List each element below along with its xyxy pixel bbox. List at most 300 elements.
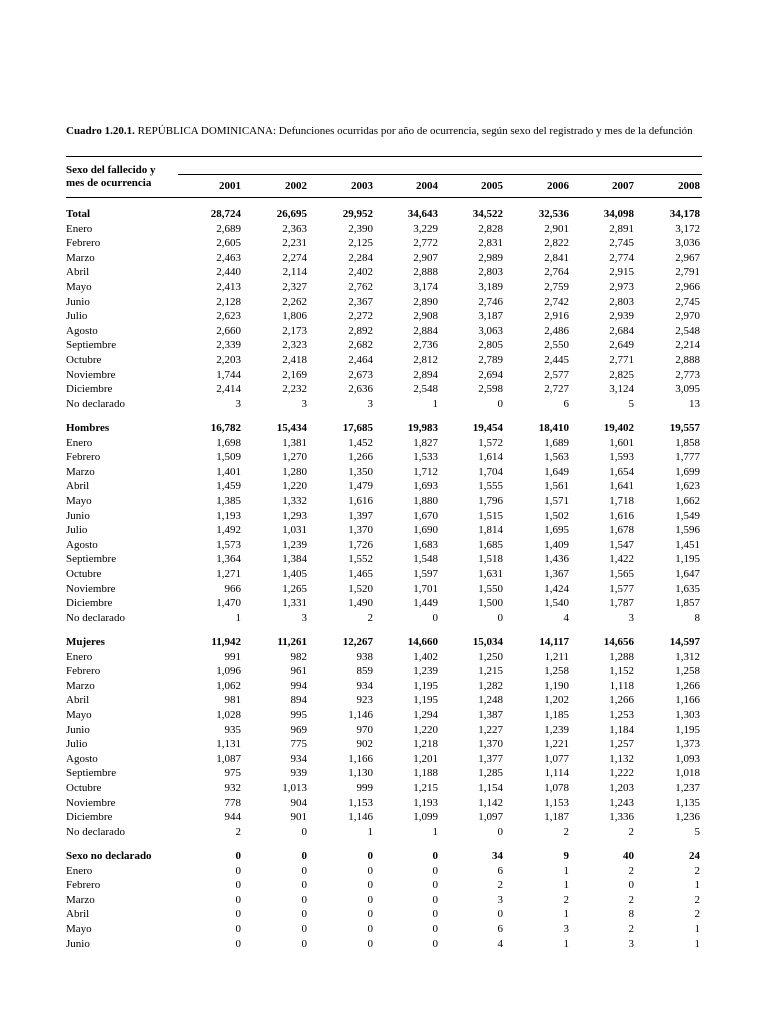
- table-cell: 1,701: [413, 582, 438, 595]
- table-cell: 2,742: [544, 295, 569, 308]
- table-cell: 2: [563, 893, 569, 906]
- table-cell: 1: [563, 908, 569, 921]
- table-cell: 2: [694, 908, 700, 921]
- table-cell: 1,490: [348, 597, 373, 610]
- table-cell: 1,690: [413, 524, 438, 537]
- table-cell: 2,841: [544, 251, 569, 264]
- table-cell: 1,509: [216, 451, 241, 464]
- table-cell: 0: [628, 879, 634, 892]
- row-label: Julio: [66, 524, 88, 537]
- table-cell: 2: [563, 825, 569, 838]
- table-cell: 26,695: [276, 208, 307, 220]
- table-cell: 2,323: [282, 339, 307, 352]
- table-cell: 1,221: [544, 738, 569, 751]
- table-cell: 8: [694, 611, 700, 624]
- table-cell: 1,451: [675, 538, 700, 551]
- table-cell: 32,536: [538, 208, 569, 220]
- table-cell: 19,454: [472, 422, 503, 434]
- row-label: Abril: [66, 908, 90, 921]
- row-label: Mujeres: [66, 636, 105, 648]
- row-label: Agosto: [66, 538, 98, 551]
- table-cell: 2,673: [348, 368, 373, 381]
- table-cell: 1: [563, 937, 569, 950]
- table-cell: 0: [497, 825, 503, 838]
- table-cell: 2,203: [216, 354, 241, 366]
- table-row: [0, 864, 768, 878]
- table-cell: 1,635: [675, 582, 700, 595]
- row-label: Abril: [66, 480, 90, 493]
- table-cell: 2,548: [413, 383, 438, 396]
- table-cell: 1,601: [609, 436, 634, 449]
- table-cell: 932: [224, 782, 241, 794]
- table-cell: 0: [301, 908, 307, 921]
- table-cell: 1,135: [675, 796, 700, 809]
- table-cell: 2,548: [675, 324, 700, 337]
- table-cell: 1,294: [413, 709, 438, 721]
- table-cell: 2: [628, 893, 634, 906]
- table-cell: 1,387: [478, 709, 503, 721]
- table-cell: 6: [497, 923, 503, 935]
- table-row: [0, 397, 768, 411]
- table-cell: 1,195: [675, 723, 700, 736]
- table-cell: 1,184: [609, 723, 634, 736]
- row-label: Septiembre: [66, 767, 117, 780]
- table-cell: 1: [694, 879, 700, 892]
- table-row: [0, 479, 768, 493]
- table-cell: 3: [628, 611, 634, 624]
- table-cell: 0: [367, 850, 373, 862]
- table-cell: 28,724: [210, 208, 241, 220]
- table-cell: 1,678: [609, 524, 634, 537]
- row-label: Octubre: [66, 782, 102, 794]
- table-cell: 1,397: [348, 509, 373, 522]
- table-cell: 13: [689, 397, 700, 410]
- table-cell: 1,565: [609, 568, 634, 580]
- table-cell: 1,280: [282, 465, 307, 478]
- table-cell: 1,561: [544, 480, 569, 493]
- table-cell: 975: [224, 767, 241, 780]
- table-cell: 2,888: [413, 266, 438, 279]
- table-cell: 991: [224, 650, 241, 663]
- table-cell: 1,572: [478, 436, 503, 449]
- table-cell: 2,464: [348, 354, 373, 366]
- table-cell: 1,373: [675, 738, 700, 751]
- table-cell: 2: [694, 893, 700, 906]
- table-cell: 2,901: [544, 222, 569, 235]
- table-cell: 1,593: [609, 451, 634, 464]
- table-cell: 34,643: [407, 208, 438, 220]
- table-cell: 1,614: [478, 451, 503, 464]
- table-cell: 1,695: [544, 524, 569, 537]
- table-cell: 1,332: [282, 495, 307, 507]
- year-header-2006: 2006: [547, 180, 569, 192]
- table-cell: 2,390: [348, 222, 373, 235]
- table-cell: 19,983: [407, 422, 438, 434]
- row-label: Mayo: [66, 923, 92, 935]
- row-label: Diciembre: [66, 383, 113, 396]
- table-cell: 34,098: [603, 208, 634, 220]
- table-row: [0, 538, 768, 552]
- table-cell: 1,336: [609, 811, 634, 824]
- table-cell: 1,193: [413, 796, 438, 809]
- table-cell: 1,195: [413, 694, 438, 707]
- table-cell: 0: [367, 879, 373, 892]
- table-cell: 0: [367, 937, 373, 950]
- table-cell: 8: [628, 908, 634, 921]
- table-cell: 1,479: [348, 480, 373, 493]
- table-cell: 1,685: [478, 538, 503, 551]
- table-cell: 2,822: [544, 237, 569, 250]
- table-cell: 1,166: [348, 752, 373, 765]
- table-cell: 3,124: [609, 383, 634, 396]
- table-cell: 1,153: [348, 796, 373, 809]
- table-top-rule: [66, 156, 702, 157]
- row-label: Junio: [66, 937, 90, 950]
- table-cell: 1,130: [348, 767, 373, 780]
- row-label: Diciembre: [66, 811, 113, 824]
- table-cell: 1,331: [282, 597, 307, 610]
- table-cell: 1,631: [478, 568, 503, 580]
- table-cell: 1,236: [675, 811, 700, 824]
- table-cell: 1,492: [216, 524, 241, 537]
- table-cell: 939: [290, 767, 307, 780]
- table-cell: 0: [367, 908, 373, 921]
- row-header: [66, 164, 156, 190]
- table-row: [0, 465, 768, 479]
- table-cell: 0: [301, 937, 307, 950]
- year-header-2002: 2002: [285, 180, 307, 192]
- table-cell: 1,402: [413, 650, 438, 663]
- table-cell: 2,773: [675, 368, 700, 381]
- table-cell: 1,312: [675, 650, 700, 663]
- table-cell: 2,803: [609, 295, 634, 308]
- table-cell: 1,153: [544, 796, 569, 809]
- table-row: [0, 611, 768, 625]
- table-cell: 902: [356, 738, 373, 751]
- row-label: Marzo: [66, 893, 95, 906]
- table-cell: 1,271: [216, 568, 241, 580]
- table-cell: 2,907: [413, 251, 438, 264]
- table-cell: 1,552: [348, 553, 373, 566]
- table-cell: 1,641: [609, 480, 634, 493]
- table-row: [0, 222, 768, 236]
- table-cell: 966: [224, 582, 241, 595]
- table-cell: 3: [301, 611, 307, 624]
- table-cell: 1,028: [216, 709, 241, 721]
- table-row: [0, 265, 768, 279]
- row-label: Sexo no declarado: [66, 850, 152, 862]
- table-cell: 775: [290, 738, 307, 751]
- table-cell: 1,563: [544, 451, 569, 464]
- table-cell: 1,266: [675, 679, 700, 692]
- table-cell: 0: [367, 923, 373, 935]
- table-cell: 0: [235, 893, 241, 906]
- table-cell: 1,142: [478, 796, 503, 809]
- table-cell: 1,258: [675, 665, 700, 678]
- row-label: Septiembre: [66, 339, 117, 352]
- table-cell: 1,777: [675, 451, 700, 464]
- table-cell: 2,684: [609, 324, 634, 337]
- row-label: Hombres: [66, 422, 110, 434]
- table-cell: 1,726: [348, 538, 373, 551]
- table-row: [0, 737, 768, 751]
- table-cell: 1,096: [216, 665, 241, 678]
- table-cell: 2,605: [216, 237, 241, 250]
- table-cell: 1,518: [478, 553, 503, 566]
- row-label: Enero: [66, 436, 93, 449]
- table-subtotal-row: [0, 207, 768, 221]
- table-cell: 2: [367, 611, 373, 624]
- table-cell: 34,522: [472, 208, 503, 220]
- table-cell: 1,858: [675, 436, 700, 449]
- table-cell: 0: [235, 864, 241, 877]
- table-cell: 1,683: [413, 538, 438, 551]
- table-cell: 999: [356, 782, 373, 794]
- table-row: [0, 309, 768, 323]
- year-header-2007: 2007: [612, 180, 634, 192]
- table-cell: 1,693: [413, 480, 438, 493]
- table-cell: 1,704: [478, 465, 503, 478]
- table-cell: 1,185: [544, 709, 569, 721]
- table-cell: 14,597: [669, 636, 700, 648]
- table-cell: 1: [563, 864, 569, 877]
- table-cell: 1,078: [544, 782, 569, 794]
- table-cell: 1,253: [609, 709, 634, 721]
- table-cell: 1,118: [609, 679, 634, 692]
- table-cell: 1,814: [478, 524, 503, 537]
- row-label: Octubre: [66, 568, 102, 580]
- table-cell: 3: [301, 397, 307, 410]
- table-row: [0, 878, 768, 892]
- table-cell: 1,215: [478, 665, 503, 678]
- table-cell: 1,649: [544, 465, 569, 478]
- table-cell: 1,220: [282, 480, 307, 493]
- table-cell: 904: [290, 796, 307, 809]
- table-cell: 2,445: [544, 354, 569, 366]
- table-title: REPÚBLICA DOMINICANA: Defunciones ocurridas por año de ocurrencia, según sexo del registrado y mes de la defunción: [137, 125, 693, 137]
- table-cell: 1,699: [675, 465, 700, 478]
- table-cell: 2,884: [413, 324, 438, 337]
- table-cell: 2,463: [216, 251, 241, 264]
- table-row: [0, 752, 768, 766]
- table-cell: 3,229: [413, 222, 438, 235]
- table-cell: 1,662: [675, 495, 700, 507]
- table-cell: 34: [492, 850, 503, 862]
- table-cell: 2,623: [216, 310, 241, 323]
- table-cell: 961: [290, 665, 307, 678]
- table-cell: 1,131: [216, 738, 241, 751]
- table-cell: 1,409: [544, 538, 569, 551]
- table-row: [0, 436, 768, 450]
- table-cell: 1,211: [544, 650, 569, 663]
- table-cell: 15,034: [472, 636, 503, 648]
- header-bottom-rule: [66, 197, 702, 198]
- table-row: [0, 937, 768, 951]
- table-cell: 934: [356, 679, 373, 692]
- table-cell: 6: [563, 397, 569, 410]
- table-cell: 2,891: [609, 222, 634, 235]
- table-cell: 1,266: [348, 451, 373, 464]
- table-row: [0, 922, 768, 936]
- table-cell: 1,384: [282, 553, 307, 566]
- table-cell: 14,117: [539, 636, 569, 648]
- table-cell: 1,239: [544, 723, 569, 736]
- table-cell: 1,370: [348, 524, 373, 537]
- table-cell: 1,303: [675, 709, 700, 721]
- table-cell: 3: [628, 937, 634, 950]
- row-label: Enero: [66, 222, 93, 235]
- table-cell: 1,258: [544, 665, 569, 678]
- table-cell: 0: [432, 893, 438, 906]
- table-cell: 1,099: [413, 811, 438, 824]
- table-cell: 2,262: [282, 295, 307, 308]
- table-cell: 2,550: [544, 339, 569, 352]
- table-row: [0, 382, 768, 396]
- row-label: No declarado: [66, 825, 125, 838]
- table-cell: 2: [628, 923, 634, 935]
- table-cell: 1,540: [544, 597, 569, 610]
- table-row: [0, 567, 768, 581]
- table-row: [0, 810, 768, 824]
- table-cell: 1,077: [544, 752, 569, 765]
- table-cell: 2,418: [282, 354, 307, 366]
- table-cell: 1,880: [413, 495, 438, 507]
- table-cell: 1,013: [282, 782, 307, 794]
- table-cell: 1,018: [675, 767, 700, 780]
- table-cell: 1,470: [216, 597, 241, 610]
- table-cell: 2,402: [348, 266, 373, 279]
- table-cell: 2: [694, 864, 700, 877]
- table-cell: 1,146: [348, 709, 373, 721]
- table-cell: 2,272: [348, 310, 373, 323]
- table-cell: 1,166: [675, 694, 700, 707]
- table-cell: 2,284: [348, 251, 373, 264]
- table-cell: 1,220: [413, 723, 438, 736]
- table-row: [0, 236, 768, 250]
- table-row: [0, 796, 768, 810]
- table-cell: 0: [497, 397, 503, 410]
- table-cell: 0: [367, 864, 373, 877]
- table-cell: 3,095: [675, 383, 700, 396]
- table-cell: 1,616: [348, 495, 373, 507]
- table-cell: 24: [689, 850, 700, 862]
- table-cell: 1,250: [478, 650, 503, 663]
- table-cell: 2,694: [478, 368, 503, 381]
- table-cell: 0: [235, 879, 241, 892]
- table-row: [0, 338, 768, 352]
- table-cell: 34,178: [669, 208, 700, 220]
- table-cell: 0: [235, 908, 241, 921]
- table-cell: 2,745: [675, 295, 700, 308]
- table-cell: 19,557: [669, 422, 700, 434]
- row-label: Octubre: [66, 354, 102, 366]
- table-row: [0, 509, 768, 523]
- table-cell: 1,452: [348, 436, 373, 449]
- table-row: [0, 450, 768, 464]
- table-cell: 4: [497, 937, 503, 950]
- table-cell: 1,571: [544, 495, 569, 507]
- table-cell: 2,173: [282, 324, 307, 337]
- row-label: Marzo: [66, 465, 95, 478]
- table-cell: 981: [224, 694, 241, 707]
- table-cell: 1,202: [544, 694, 569, 707]
- row-label: Mayo: [66, 709, 92, 721]
- row-label: Noviembre: [66, 796, 116, 809]
- table-cell: 1,215: [413, 782, 438, 794]
- table-cell: 2,327: [282, 281, 307, 293]
- table-cell: 2,762: [348, 281, 373, 293]
- table-cell: 0: [301, 893, 307, 906]
- table-cell: 3,063: [478, 324, 503, 337]
- row-label: Junio: [66, 295, 90, 308]
- row-label: Julio: [66, 738, 88, 751]
- row-label: Junio: [66, 509, 90, 522]
- table-cell: 1,401: [216, 465, 241, 478]
- row-label: Noviembre: [66, 368, 116, 381]
- table-cell: 0: [301, 923, 307, 935]
- table-cell: 1,288: [609, 650, 634, 663]
- table-cell: 1,187: [544, 811, 569, 824]
- table-cell: 1,500: [478, 597, 503, 610]
- table-cell: 2,888: [675, 354, 700, 366]
- table-cell: 2,916: [544, 310, 569, 323]
- table-cell: 0: [432, 923, 438, 935]
- table-cell: 1,367: [544, 568, 569, 580]
- table-cell: 2,339: [216, 339, 241, 352]
- table-cell: 1: [235, 611, 241, 624]
- table-row: [0, 295, 768, 309]
- table-row: [0, 679, 768, 693]
- table-cell: 1,146: [348, 811, 373, 824]
- table-cell: 1,190: [544, 679, 569, 692]
- table-cell: 1: [432, 397, 438, 410]
- table-cell: 2,636: [348, 383, 373, 396]
- table-cell: 4: [563, 611, 569, 624]
- table-cell: 938: [356, 650, 373, 663]
- table-cell: 944: [224, 811, 241, 824]
- table-cell: 0: [497, 611, 503, 624]
- table-cell: 0: [301, 850, 307, 862]
- table-cell: 1,377: [478, 752, 503, 765]
- table-row: [0, 766, 768, 780]
- table-cell: 2,805: [478, 339, 503, 352]
- table-cell: 2,759: [544, 281, 569, 293]
- table-row: [0, 723, 768, 737]
- table-cell: 1,547: [609, 538, 634, 551]
- table-cell: 1,188: [413, 767, 438, 780]
- table-cell: 1,087: [216, 752, 241, 765]
- table-cell: 1,422: [609, 553, 634, 566]
- table-cell: 11,261: [277, 636, 307, 648]
- table-cell: 2: [497, 879, 503, 892]
- table-cell: 1,827: [413, 436, 438, 449]
- table-cell: 2,812: [413, 354, 438, 366]
- table-cell: 1,265: [282, 582, 307, 595]
- row-label: Marzo: [66, 251, 95, 264]
- table-cell: 2,764: [544, 266, 569, 279]
- row-label: Agosto: [66, 324, 98, 337]
- table-cell: 1,689: [544, 436, 569, 449]
- table-cell: 1,405: [282, 568, 307, 580]
- row-label: Febrero: [66, 665, 101, 678]
- table-cell: 1,195: [675, 553, 700, 566]
- table-cell: 18,410: [538, 422, 569, 434]
- table-cell: 1,093: [675, 752, 700, 765]
- table-cell: 2,745: [609, 237, 634, 250]
- table-cell: 1,248: [478, 694, 503, 707]
- table-cell: 2,440: [216, 266, 241, 279]
- row-label: Agosto: [66, 752, 98, 765]
